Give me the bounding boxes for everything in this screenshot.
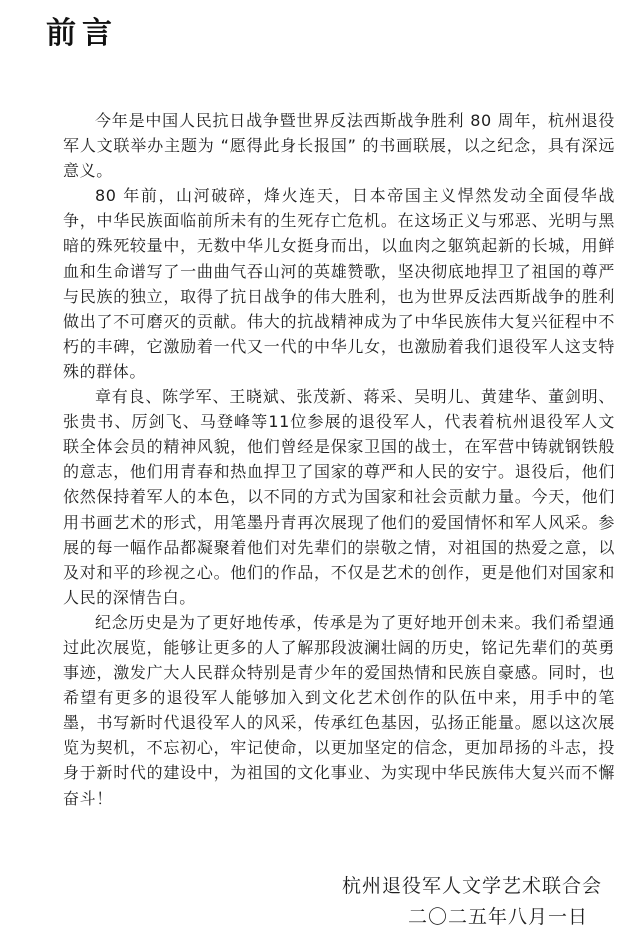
signature-date: 二〇二五年八月一日 bbox=[407, 906, 588, 928]
paragraph-2: 80 年前，山河破碎，烽火连天，日本帝国主义悍然发动全面侵华战争，中华民族面临前所未有的生死存亡危机。在这场正义与邪恶、光明与黑暗的殊死较量中，无数中华儿女挺身而出，以血肉之躯筑起新的长城，用鲜血和生命谱写了一曲曲气吞山河的英雄赞歌，坚决彻底地捍卫了祖国的尊严与民族的独立，取得了抗日战争的伟大胜利，也为世界反法西斯战争的胜利做出了不可磨灭的贡献。伟大的抗战精神成为了中华民族伟大复兴征程中不朽的丰碑，它激励着一代又一代的中华儿女，也激励着我们退役军人这支特殊的群体。 bbox=[63, 186, 615, 381]
paragraph-3: 章有良、陈学军、王晓斌、张茂新、蒋采、吴明儿、黄建华、董剑明、张贵书、厉剑飞、马登峰等11位参展的退役军人，代表着杭州退役军人文联全体会员的精神风貌，他们曾经是保家卫国的战士，在军营中铸就钢铁般的意志，他们用青春和热血捍卫了国家的尊严和人民的安宁。退役后，他们依然保持着军人的本色，以不同的方式为国家和社会贡献力量。今天，他们用书画艺术的形式，用笔墨丹青再次展现了他们的爱国情怀和军人风采。参展的每一幅作品都凝聚着他们对先辈们的崇敬之情，对祖国的热爱之意，以及对和平的珍视之心。他们的作品，不仅是艺术的创作，更是他们对国家和人民的深情告白。 bbox=[63, 387, 615, 607]
paragraph-1: 今年是中国人民抗日战争暨世界反法西斯战争胜利 80 周年，杭州退役军人文联举办主题为 “愿得此身长报国” 的书画联展，以之纪念，具有深远意义。 bbox=[63, 111, 615, 181]
signature-block bbox=[342, 871, 602, 933]
page-title: 前言 bbox=[46, 16, 118, 51]
preface-body bbox=[63, 108, 615, 811]
paragraph-4: 纪念历史是为了更好地传承，传承是为了更好地开创未来。我们希望通过此次展览，能够让更多的人了解那段波澜壮阔的历史，铭记先辈们的英勇事迹，激发广大人民群众特别是青少年的爱国热情和民族自豪感。同时，也希望有更多的退役军人能够加入到文化艺术创作的队伍中来，用手中的笔墨，书写新时代退役军人的风采，传承红色基因，弘扬正能量。愿以这次展览为契机，不忘初心，牢记使命，以更加坚定的信念，更加昂扬的斗志，投身于新时代的建设中，为祖国的文化事业、为实现中华民族伟大复兴而不懈奋斗！ bbox=[63, 612, 615, 808]
signature-organization: 杭州退役军人文学艺术联合会 bbox=[341, 875, 602, 897]
